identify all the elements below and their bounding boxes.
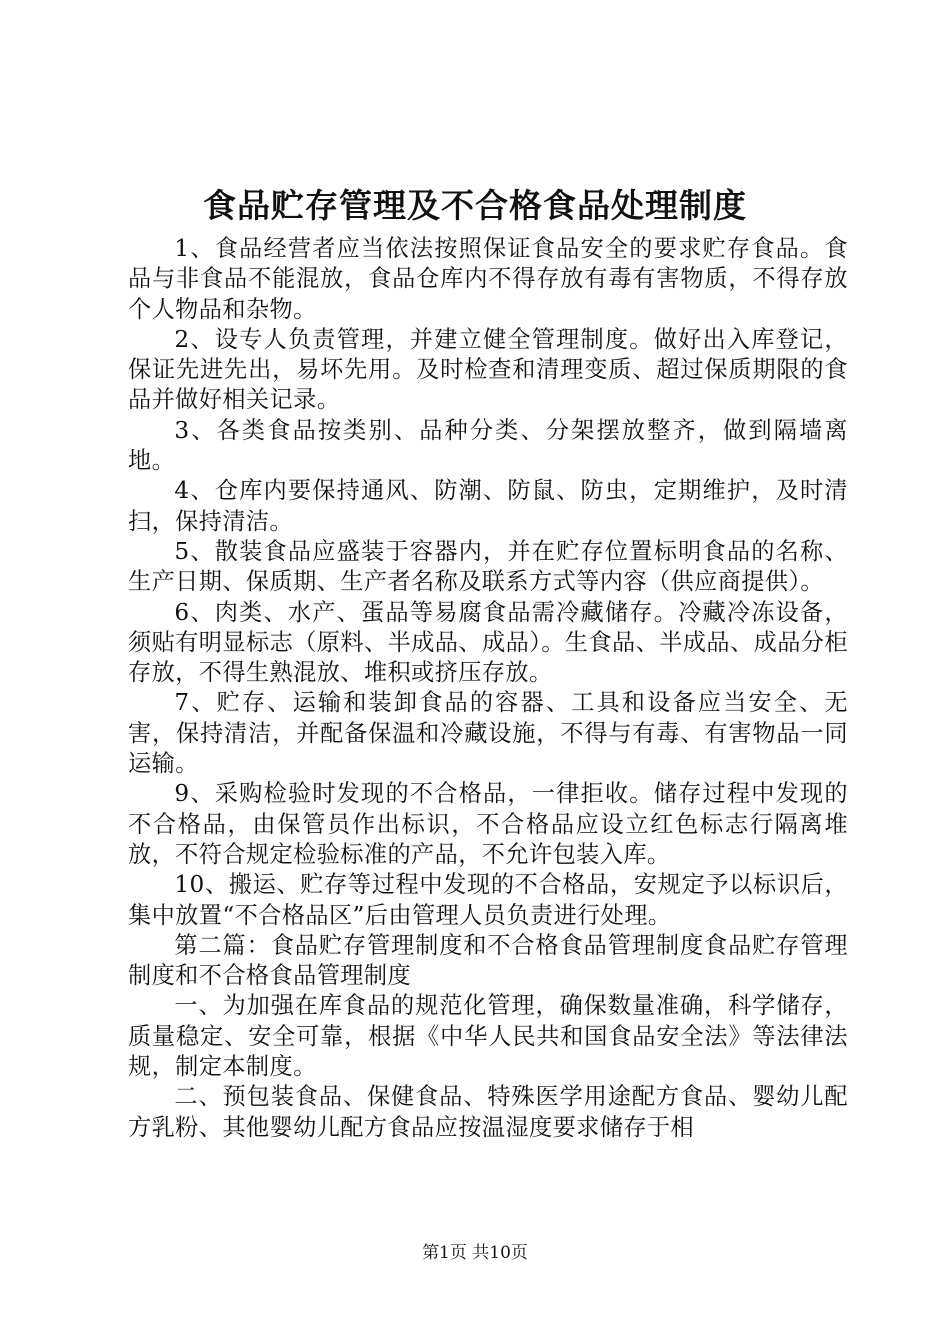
document-title: 食品贮存管理及不合格食品处理制度 xyxy=(203,186,747,225)
paragraph-7: 7、贮存、运输和装卸食品的容器、工具和设备应当安全、无害，保持清洁，并配备保温和冷藏设施，不得与有毒、有害物品一同运输。 xyxy=(128,689,848,778)
section-heading-part-two: 第二篇：食品贮存管理制度和不合格食品管理制度食品贮存管理制度和不合格食品管理制度 xyxy=(128,931,848,990)
paragraph-6: 6、肉类、水产、蛋品等易腐食品需冷藏储存。冷藏冷冻设备，须贴有明显标志（原料、半成品、成品）。生食品、半成品、成品分柜存放，不得生熟混放、堆积或挤压存放。 xyxy=(128,598,848,687)
document-body xyxy=(128,234,848,1143)
part-two-paragraph-1: 一、为加强在库食品的规范化管理，确保数量准确，科学储存，质量稳定、安全可靠，根据《中华人民共和国食品安全法》等法律法规，制定本制度。 xyxy=(128,992,848,1081)
part-two-paragraph-2: 二、预包装食品、保健食品、特殊医学用途配方食品、婴幼儿配方乳粉、其他婴幼儿配方食品应按温湿度要求储存于相 xyxy=(128,1083,848,1141)
paragraph-1: 1、食品经营者应当依法按照保证食品安全的要求贮存食品。食品与非食品不能混放，食品仓库内不得存放有毒有害物质，不得存放个人物品和杂物。 xyxy=(128,235,848,323)
page-number-footer: 第1页 共10页 xyxy=(422,1243,528,1263)
paragraph-9: 9、采购检验时发现的不合格品，一律拒收。储存过程中发现的不合格品，由保管员作出标识，不合格品应设立红色标志行隔离堆放，不符合规定检验标准的产品，不允许包装入库。 xyxy=(128,780,848,868)
paragraph-4: 4、仓库内要保持通风、防潮、防鼠、防虫，定期维护，及时清扫，保持清洁。 xyxy=(128,477,848,535)
paragraph-5: 5、散装食品应盛装于容器内，并在贮存位置标明食品的名称、生产日期、保质期、生产者名称及联系方式等内容（供应商提供）。 xyxy=(128,537,848,596)
paragraph-10: 10、搬运、贮存等过程中发现的不合格品，安规定予以标识后，集中放置“不合格品区”后由管理人员负责进行处理。 xyxy=(128,871,848,929)
paragraph-2: 2、设专人负责管理，并建立健全管理制度。做好出入库登记，保证先进先出，易坏先用。及时检查和清理变质、超过保质期限的食品并做好相关记录。 xyxy=(128,325,848,414)
paragraph-3: 3、各类食品按类别、品种分类、分架摆放整齐，做到隔墙离地。 xyxy=(128,416,848,475)
